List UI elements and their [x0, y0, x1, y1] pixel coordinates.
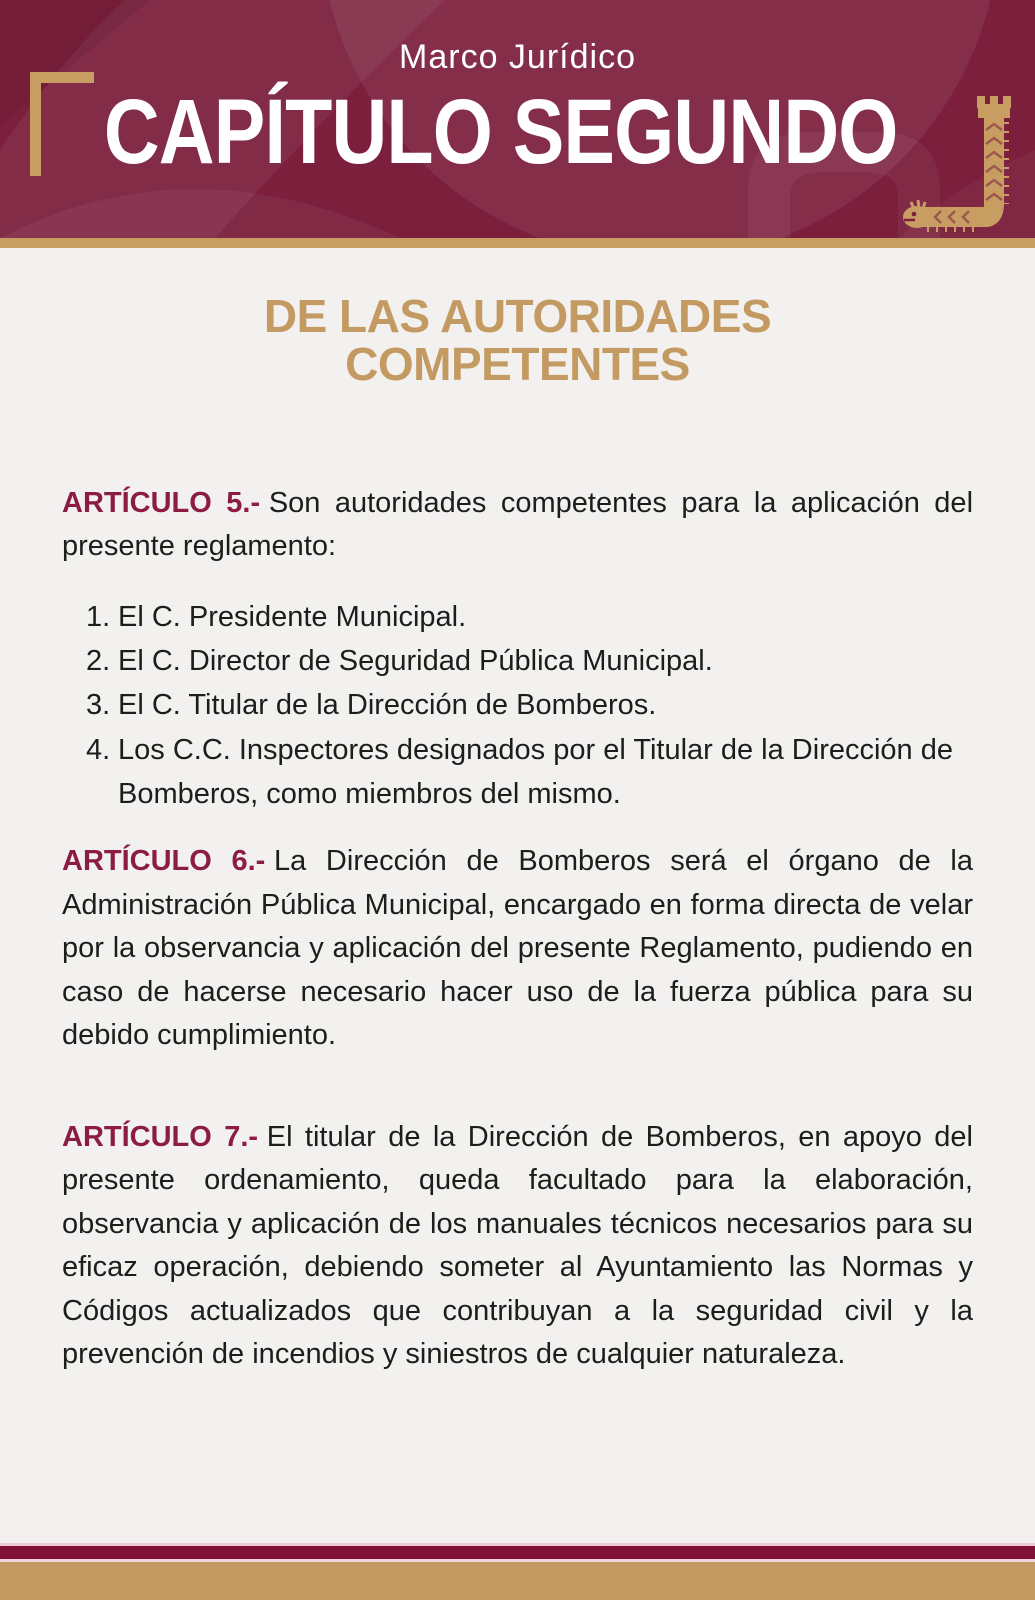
- footer-maroon-stripe: [0, 1546, 1035, 1559]
- list-item: [86, 683, 973, 727]
- article-5: [62, 482, 973, 569]
- page-content: [0, 248, 1035, 1377]
- list-item-text: El C. Presidente Municipal.: [118, 600, 467, 633]
- article-6: [62, 840, 973, 1058]
- page-footer: [0, 1543, 1035, 1600]
- article-6-label: ARTÍCULO 6.-: [62, 845, 266, 878]
- article-5-text: Son autoridades competentes para la aplicación del presente reglamento:: [62, 486, 974, 563]
- list-item: [86, 595, 973, 639]
- list-item: [86, 728, 973, 817]
- article-5-label: ARTÍCULO 5.-: [62, 486, 261, 519]
- list-item-number: 1.: [86, 600, 111, 633]
- footer-gold-band: [0, 1562, 1035, 1600]
- article-6-text: La Dirección de Bomberos será el órgano de la Administración Pública Municipal, encargado en forma directa de velar por la observancia y aplicación del presente Reglamento, pudiendo en caso de hacerse necesario hacer uso de la fuerza pública para su debido cumplimiento.: [62, 845, 973, 1052]
- authorities-list: [62, 595, 973, 817]
- list-item-text: El C. Titular de la Dirección de Bomberos.: [118, 689, 657, 722]
- list-item-text: El C. Director de Seguridad Pública Municipal.: [118, 644, 713, 677]
- section-heading: DE LAS AUTORIDADES COMPETENTES: [263, 290, 772, 391]
- article-7-text: El titular de la Dirección de Bomberos, en apoyo del presente ordenamiento, queda facultado para la elaboración, observancia y aplicación de los manuales técnicos necesarios para su eficaz operación, debiendo someter al Ayuntamiento las Normas y Códigos actualizados que contribuyan a la seguridad civil y la prevención de incendios y siniestros de cualquier naturaleza.: [62, 1120, 973, 1371]
- header-kicker: Marco Jurídico: [399, 38, 636, 76]
- header-banner: [0, 0, 1035, 238]
- list-item-number: 4.: [86, 733, 111, 766]
- chapter-title: CAPÍTULO SEGUNDO: [103, 81, 898, 183]
- article-7-label: ARTÍCULO 7.-: [62, 1120, 259, 1153]
- list-item-number: 3.: [86, 689, 111, 722]
- list-item-number: 2.: [86, 644, 111, 677]
- header-gold-divider: [0, 238, 1035, 248]
- article-7: [62, 1116, 973, 1377]
- list-item: [86, 639, 973, 683]
- list-item-text: Los C.C. Inspectores designados por el Titular de la Dirección de Bomberos, como miembros del mismo.: [118, 733, 953, 811]
